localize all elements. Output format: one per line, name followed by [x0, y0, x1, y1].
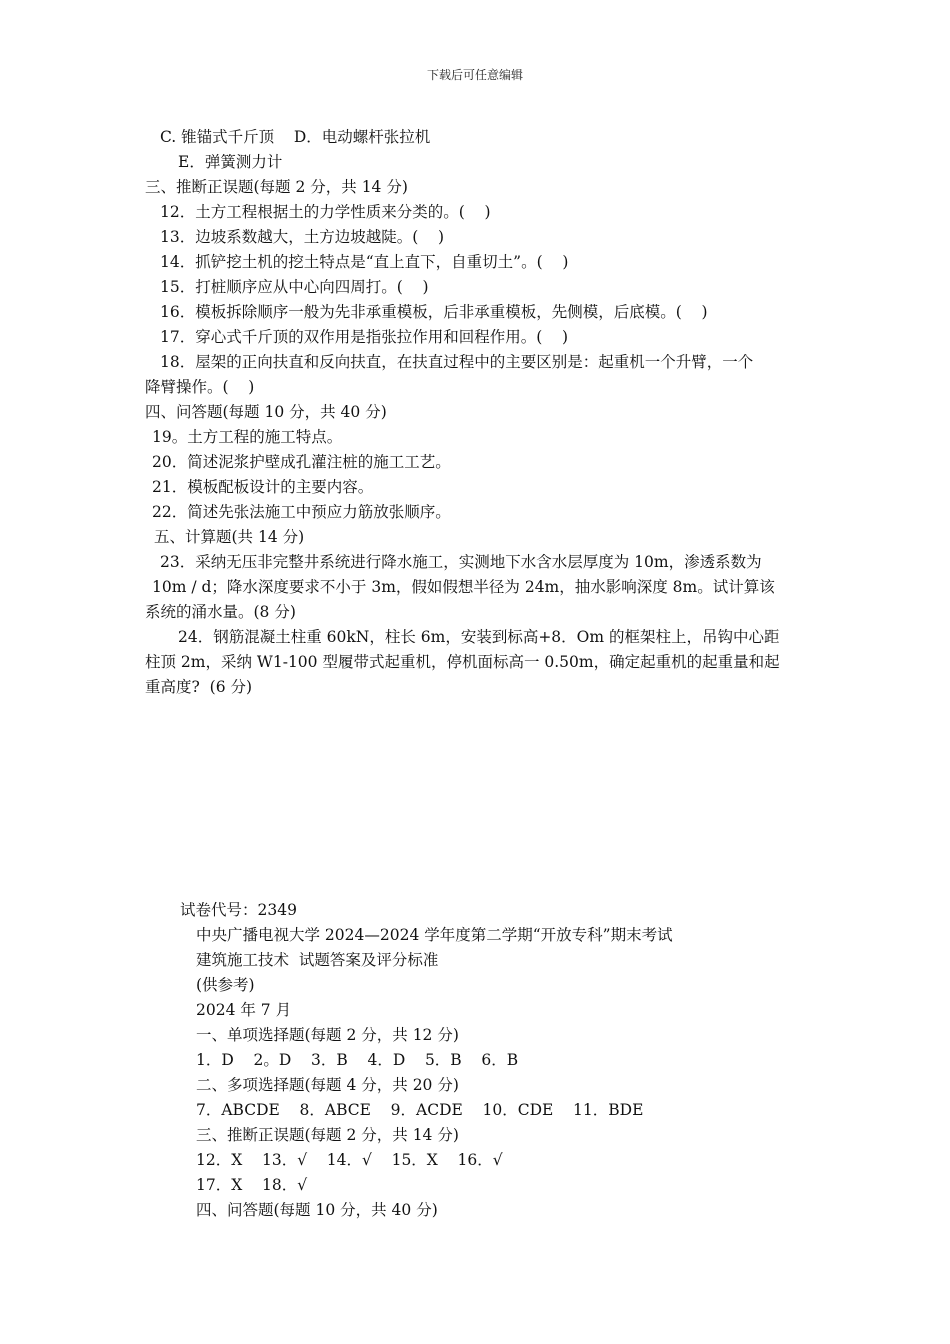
subject-title: 建筑施工技术 试题答案及评分标准	[196, 951, 439, 969]
question-17: 17．穿心式千斤顶的双作用是指张拉作用和回程作用。( )	[160, 328, 569, 346]
question-12: 12．土方工程根据土的力学性质来分类的。( )	[160, 203, 491, 221]
answer-section-2-title: 二、多项选择题(每题 4 分，共 20 分)	[196, 1076, 459, 1094]
question-23-line-2: 10m / d；降水深度要求不小于 3m，假如假想半径为 24m，抽水影响深度 8m。试计算该	[152, 578, 775, 596]
question-15: 15．打桩顺序应从中心向四周打。( )	[160, 278, 429, 296]
question-18-line-1: 18．屋架的正向扶直和反向扶直，在扶直过程中的主要区别是：起重机一个升臂，一个	[160, 353, 754, 371]
question-14: 14．抓铲挖土机的挖土特点是“直上直下，自重切土”。( )	[160, 253, 569, 271]
question-24-line-3: 重高度? (6 分)	[145, 678, 253, 696]
option-e: E．弹簧测力计	[178, 153, 283, 171]
answer-section-3-title: 三、推断正误题(每题 2 分，共 14 分)	[196, 1126, 459, 1144]
section-4-title: 四、问答题(每题 10 分，共 40 分)	[145, 403, 387, 421]
question-20: 20．简述泥浆护壁成孔灌注桩的施工工艺。	[152, 453, 451, 471]
paper-code: 试卷代号：2349	[180, 901, 297, 919]
answer-section-3-answers-1: 12．X 13．√ 14．√ 15．X 16．√	[196, 1151, 503, 1169]
section-5-title: 五、计算题(共 14 分)	[154, 528, 305, 546]
answer-section-3-answers-2: 17．X 18．√	[196, 1176, 308, 1194]
question-13: 13．边坡系数越大，土方边坡越陡。( )	[160, 228, 445, 246]
answer-section-1-title: 一、单项选择题(每题 2 分，共 12 分)	[196, 1026, 459, 1044]
reference-note: (供参考)	[196, 976, 255, 994]
question-22: 22．简述先张法施工中预应力筋放张顺序。	[152, 503, 451, 521]
exam-title: 中央广播电视大学 2024—2024 学年度第二学期“开放专科”期末考试	[196, 926, 673, 944]
page-header: 下载后可任意编辑	[426, 68, 523, 82]
question-19: 19。土方工程的施工特点。	[152, 428, 343, 446]
question-24-line-2: 柱顶 2m，采纳 W1-100 型履带式起重机，停机面标高一 0.50m，确定起重机的起重量和起	[145, 653, 780, 671]
section-3-title: 三、推断正误题(每题 2 分，共 14 分)	[145, 178, 408, 196]
exam-date: 2024 年 7 月	[196, 1001, 292, 1019]
answer-section-1-answers: 1．D 2。D 3．B 4．D 5．B 6．B	[196, 1051, 519, 1069]
question-18-line-2: 降臂操作。( )	[145, 378, 255, 396]
question-24-line-1: 24．钢筋混凝土柱重 60kN，柱长 6m，安装到标高+8．Om 的框架柱上，吊钩中心距	[178, 628, 780, 646]
question-16: 16．模板拆除顺序一般为先非承重模板，后非承重模板，先侧模，后底模。( )	[160, 303, 708, 321]
question-21: 21．模板配板设计的主要内容。	[152, 478, 374, 496]
answer-section-2-answers: 7．ABCDE 8．ABCE 9．ACDE 10．CDE 11．BDE	[196, 1101, 644, 1119]
question-23-line-3: 系统的涌水量。(8 分)	[145, 603, 296, 621]
answer-section-4-title: 四、问答题(每题 10 分，共 40 分)	[196, 1201, 438, 1219]
question-23-line-1: 23．采纳无压非完整井系统进行降水施工，实测地下水含水层厚度为 10m，渗透系数为	[160, 553, 762, 571]
option-c-d: C. 锥锚式千斤顶 D．电动螺杆张拉机	[160, 128, 431, 146]
